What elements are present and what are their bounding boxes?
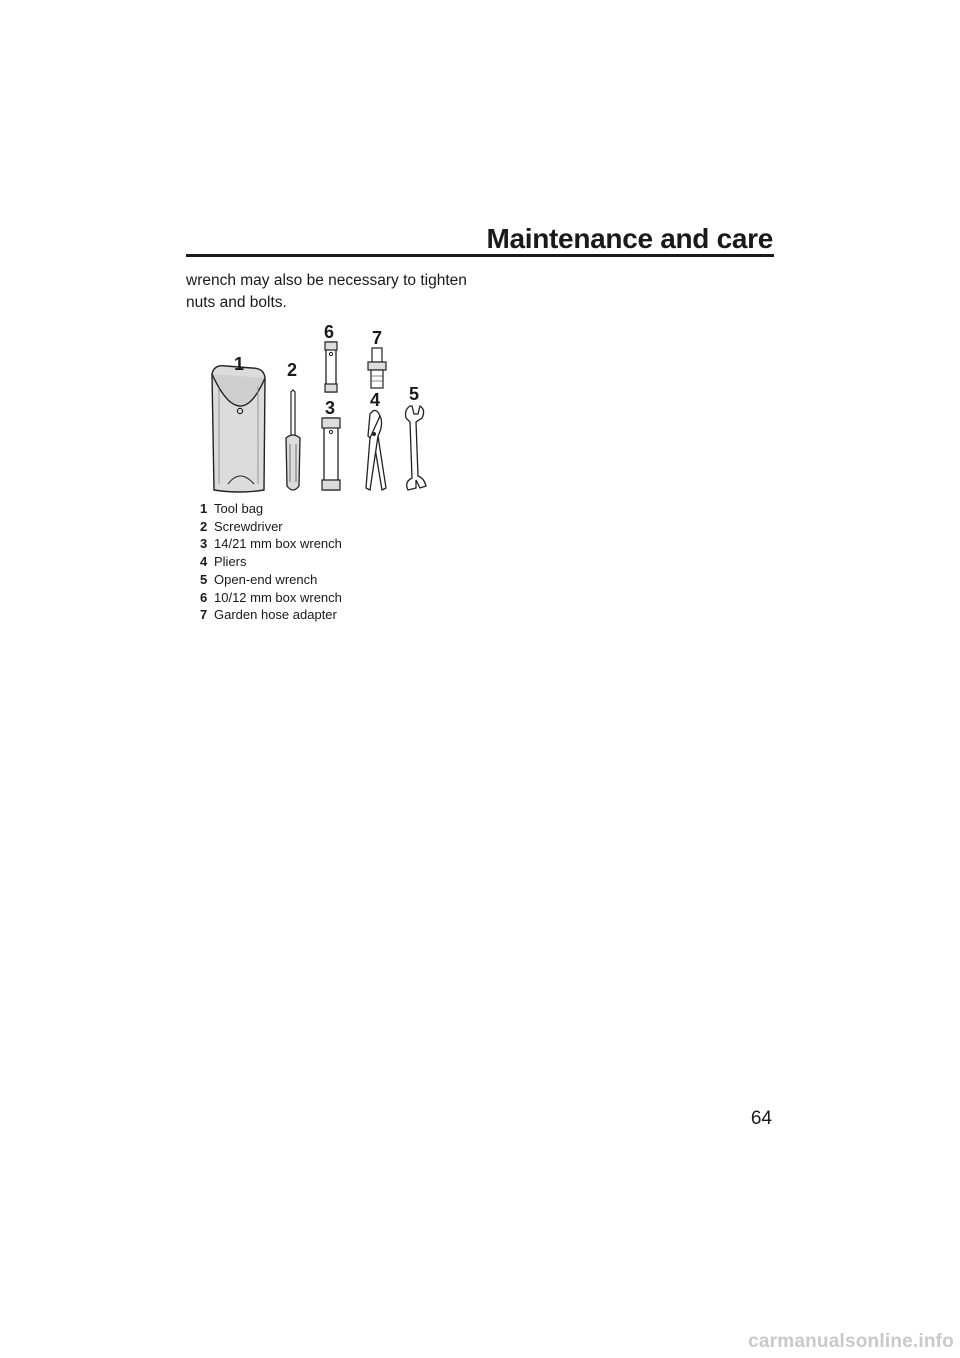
legend-item — [200, 535, 342, 553]
legend-item — [200, 589, 342, 607]
tool-kit-illustration — [200, 318, 440, 498]
legend-label: 10/12 mm box wrench — [214, 589, 342, 605]
legend-item — [200, 571, 342, 589]
page-title: Maintenance and care — [486, 223, 773, 254]
open-end-wrench-drawing — [406, 406, 427, 490]
legend-label: 14/21 mm box wrench — [214, 536, 342, 552]
legend-label: Tool bag — [214, 501, 264, 516]
page-number: 64 — [750, 1108, 772, 1129]
legend-number: 1 — [200, 501, 208, 516]
legend-item — [200, 500, 342, 518]
callout-6: 6 — [324, 322, 335, 342]
pliers-drawing — [366, 410, 386, 490]
body-paragraph: wrench may also be necessary to tighten nuts and bolts. — [186, 272, 467, 311]
legend-label: Pliers — [214, 554, 247, 570]
legend-item — [200, 553, 342, 571]
legend-number: 3 — [200, 536, 208, 552]
tool-bag-drawing — [212, 366, 265, 492]
legend-label: Open-end wrench — [214, 571, 318, 587]
legend-number: 2 — [200, 518, 208, 534]
callout-3: 3 — [325, 398, 336, 418]
callout-1: 1 — [234, 354, 245, 374]
legend-number: 5 — [200, 571, 208, 587]
callout-2: 2 — [287, 360, 298, 380]
legend-number: 7 — [200, 607, 208, 623]
watermark-text[interactable]: carmanualsonline.info — [748, 1331, 954, 1352]
garden-hose-adapter-drawing — [368, 348, 386, 388]
legend-label: Screwdriver — [214, 518, 283, 534]
callout-4: 4 — [370, 390, 381, 410]
figure-legend — [200, 500, 342, 624]
box-wrench-14-21-drawing — [322, 418, 340, 490]
legend-item — [200, 606, 342, 624]
legend-number: 6 — [200, 589, 208, 605]
callout-7: 7 — [372, 328, 383, 348]
title-divider — [186, 254, 774, 257]
legend-item — [200, 518, 342, 536]
callout-5: 5 — [409, 384, 420, 404]
legend-number: 4 — [200, 554, 208, 570]
box-wrench-10-12-drawing — [325, 342, 337, 392]
screwdriver-drawing — [286, 390, 300, 490]
legend-label: Garden hose adapter — [214, 607, 337, 623]
